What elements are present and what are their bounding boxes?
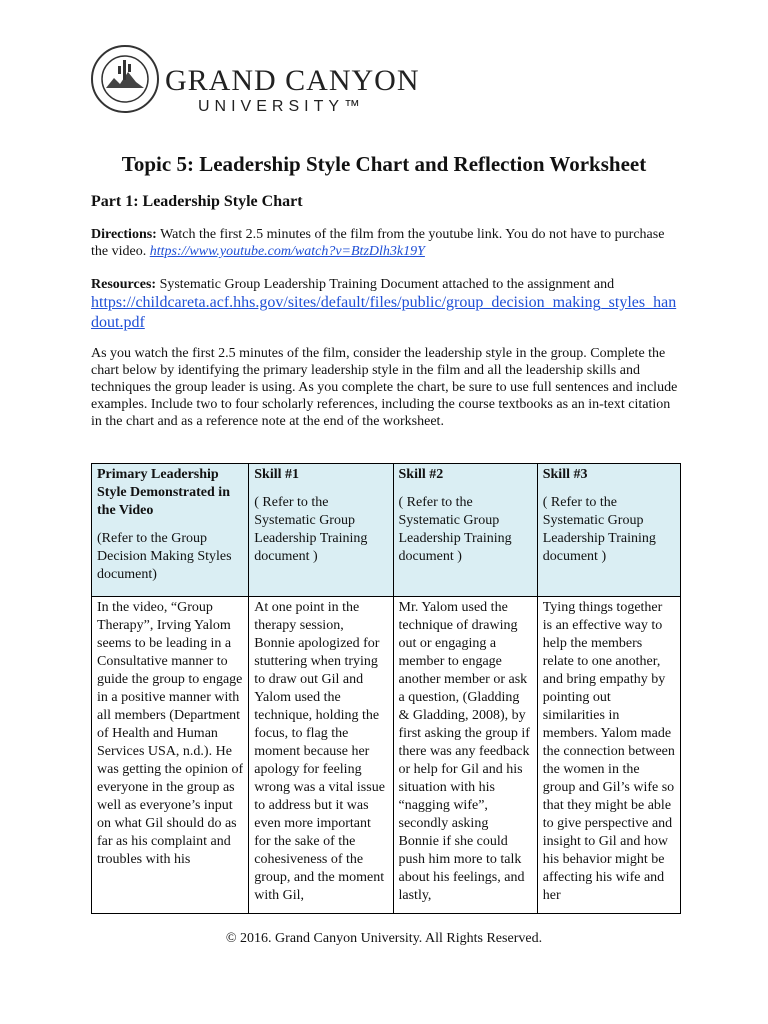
cell-skill-1[interactable]: At one point in the therapy session, Bonnie apologized for stuttering when trying to draw out Gil and Yalom used the technique, holding the focus, to flag the moment because her apology for feeling wrong was a vital issue to address but it was even more important for the sake of the cohesiveness of the group, and the moment with Gil, (249, 597, 393, 914)
header-primary-style (92, 464, 249, 597)
handout-link[interactable]: https://childcareta.acf.hhs.gov/sites/default/files/public/group_decision_making_styles_handout.pdf (91, 294, 677, 331)
header-title: Skill #2 (398, 467, 444, 482)
header-subtitle: ( Refer to the Systematic Group Leadership Training document ) (398, 495, 512, 564)
resources-text: Systematic Group Leadership Training Document attached to the assignment and (159, 277, 615, 292)
grand-canyon-university-seal-icon (90, 44, 160, 114)
copyright-footer: © 2016. Grand Canyon University. All Rights Reserved. (225, 931, 543, 946)
header-title: Skill #1 (254, 467, 300, 482)
cell-primary-style[interactable]: In the video, “Group Therapy”, Irving Yalom seems to be leading in a Consultative manner to guide the group to engage in a positive manner with all members (Department of Health and Human Services USA, n.d.). He was getting the opinion of everyone in the group as well as everyone’s input on what Gil should do as far as his complaint and troubles with his (92, 597, 249, 914)
header-title: Skill #3 (542, 467, 588, 482)
cell-skill-3[interactable]: Tying things together is an effective way to help the members relate to one another, and bring empathy by pointing out similarities in members. Yalom made the connection between the women in the group and Gil’s wife so that they might be able to give perspective and insight to Gil and how his behavior might be affecting his wife and her (537, 597, 680, 914)
header-skill-3 (537, 464, 680, 597)
directions-label: Directions: (91, 227, 157, 242)
university-logo (90, 44, 420, 124)
resources-label: Resources: (91, 277, 157, 292)
header-subtitle: (Refer to the Group Decision Making Styles document) (97, 531, 232, 582)
directions-text: Watch the first 2.5 minutes of the film from the youtube link. You do not have to purchase the video. (91, 227, 665, 259)
leadership-style-chart (91, 463, 681, 914)
table-row (92, 597, 681, 914)
header-skill-1 (249, 464, 393, 597)
directions-paragraph (91, 226, 681, 260)
youtube-link[interactable]: https://www.youtube.com/watch?v=BtzDlh3k19Y (149, 244, 425, 259)
brand-subtitle: UNIVERSITY™ (198, 98, 366, 115)
page-title: Topic 5: Leadership Style Chart and Reflection Worksheet (121, 152, 647, 176)
header-subtitle: ( Refer to the Systematic Group Leadership Training document ) (254, 495, 368, 564)
header-subtitle: ( Refer to the Systematic Group Leadership Training document ) (542, 495, 656, 564)
brand-name: GRAND CANYON (165, 64, 420, 97)
header-title: Primary Leadership Style Demonstrated in the Video (97, 467, 230, 518)
cell-skill-2[interactable]: Mr. Yalom used the technique of drawing out or engaging a member to engage another member or ask a question, (Gladding & Gladding, 2008), by first asking the group if there was any feedback or help for Gil and his situation with his “nagging wife”, secondly asking Bonnie if she could push him more to talk about his feelings, and lastly, (393, 597, 537, 914)
table-header-row (92, 464, 681, 597)
resources-paragraph (91, 276, 681, 333)
intro-paragraph: As you watch the first 2.5 minutes of the film, consider the leadership style in the group. Complete the chart below by identifying the primary leadership style in the film and all the leadership skills and techniques the group leader is using. As you complete the chart, be sure to use full sentences and include examples. Include two to four scholarly references, including the course textbooks as an in-text citation in the chart and as a reference note at the end of the worksheet. (91, 346, 678, 429)
header-skill-2 (393, 464, 537, 597)
part1-heading: Part 1: Leadership Style Chart (91, 193, 303, 210)
